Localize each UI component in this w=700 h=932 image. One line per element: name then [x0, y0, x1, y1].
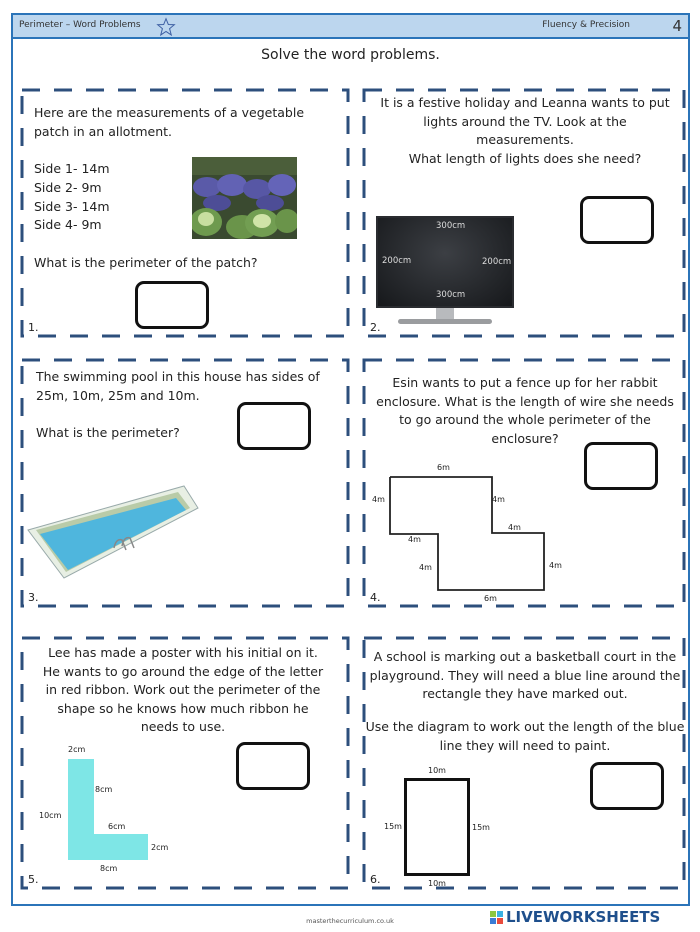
problem-4-line-3: to go around the whole perimeter of the: [399, 412, 651, 427]
court-label-top: 10m: [428, 766, 446, 775]
enclosure-label-bottom: 6m: [484, 594, 497, 603]
answer-box-3[interactable]: [237, 402, 311, 450]
l-label-top: 2cm: [68, 745, 86, 754]
problem-5-line-1: Lee has made a poster with his initial on it.: [48, 645, 318, 660]
problem-2-line-4: What length of lights does she need?: [408, 150, 642, 166]
liveworksheets-icon: [490, 911, 503, 924]
header-title: Perimeter – Word Problems: [19, 20, 141, 30]
court-label-right: 15m: [472, 823, 490, 832]
enclosure-label-top: 6m: [437, 463, 450, 472]
problem-4-line-2: enclosure. What is the length of wire she needs: [376, 393, 674, 409]
problem-4-line-4: enclosure?: [491, 430, 559, 446]
problem-2-number: 2.: [370, 321, 381, 334]
l-label-left: 10cm: [39, 811, 62, 820]
problem-4-number: 4.: [370, 591, 381, 604]
worksheet-header: [13, 15, 688, 39]
answer-box-2[interactable]: [580, 196, 654, 244]
enclosure-label-step-left: 4m: [408, 535, 421, 544]
l-label-inner-horizontal: 6cm: [108, 822, 126, 831]
tv-label-right: 200cm: [482, 257, 512, 267]
tv-label-top: 300cm: [436, 221, 466, 231]
problem-6-line-3: rectangle they have marked out.: [422, 686, 628, 701]
liveworksheets-logo: [490, 908, 660, 926]
enclosure-label-right: 4m: [549, 561, 562, 570]
problem-6-line-2: playground. They will need a blue line around the: [369, 667, 681, 683]
vegetable-patch-image: [192, 157, 297, 239]
letter-l-shape: [20, 636, 350, 890]
problem-1-side-3: Side 3- 14m: [34, 199, 110, 214]
footer-url: masterthecurriculum.co.uk: [306, 917, 394, 925]
swimming-pool-image: [26, 478, 206, 588]
problem-6-line-1: A school is marking out a basketball court in the: [373, 649, 677, 664]
problem-6-line-4: Use the diagram to work out the length of the blue: [365, 719, 685, 734]
problem-3-number: 3.: [28, 591, 39, 604]
problem-3-question: What is the perimeter?: [36, 425, 180, 440]
l-label-inner-vertical: 8cm: [95, 785, 113, 794]
problem-4-line-1: Esin wants to put a fence up for her rabbit: [392, 375, 658, 390]
court-label-left: 15m: [384, 822, 402, 831]
star-outline-icon: [156, 17, 176, 37]
problem-card-4: [362, 358, 692, 608]
problem-1-number: 1.: [28, 321, 39, 334]
problem-5-line-5: needs to use.: [140, 719, 226, 734]
problem-2-line-3: measurements.: [476, 132, 574, 147]
problem-card-1: [20, 88, 350, 338]
instruction: Solve the word problems.: [261, 47, 440, 63]
problem-5-number: 5.: [28, 873, 39, 886]
problem-2-text: [362, 94, 688, 168]
answer-box-6[interactable]: [590, 762, 664, 810]
enclosure-label-left: 4m: [372, 495, 385, 504]
problem-5-line-2: He wants to go around the edge of the letter: [42, 663, 324, 679]
tv-stand-base: [398, 319, 492, 324]
enclosure-label-inner-right: 4m: [492, 495, 505, 504]
problem-5-line-4: shape so he knows how much ribbon he: [57, 700, 309, 716]
problem-2-line-2: lights around the TV. Look at the: [423, 113, 627, 129]
problem-6-text: [362, 648, 688, 704]
liveworksheets-brand: LIVEWORKSHEETS: [506, 908, 661, 926]
enclosure-label-lower-left: 4m: [419, 563, 432, 572]
tv-label-left: 200cm: [382, 256, 412, 266]
problem-3-line-2: 25m, 10m, 25m and 10m.: [36, 387, 200, 403]
problem-card-6: [362, 636, 692, 890]
problem-1-side-2: Side 2- 9m: [34, 180, 102, 195]
answer-box-1[interactable]: [135, 281, 209, 329]
problem-card-2: [362, 88, 692, 338]
tv-monitor-image: [376, 216, 514, 328]
problem-1-side-1: Side 1- 14m: [34, 161, 110, 176]
tv-label-bottom: 300cm: [436, 290, 466, 300]
problem-5-line-3: in red ribbon. Work out the perimeter of the: [45, 682, 321, 697]
enclosure-label-step-top: 4m: [508, 523, 521, 532]
problem-6-text-2: [362, 718, 688, 755]
enclosure-diagram: [362, 358, 692, 608]
problem-6-number: 6.: [370, 873, 381, 886]
court-rectangle: [404, 778, 470, 876]
problem-2-line-1: It is a festive holiday and Leanna wants to put: [380, 95, 670, 110]
problem-1-side-4: Side 4- 9m: [34, 217, 102, 232]
page-number: 4: [672, 17, 682, 35]
problem-3-line-1: The swimming pool in this house has sides of: [36, 369, 320, 384]
problem-3-intro: [36, 368, 336, 405]
l-label-bottom: 8cm: [100, 864, 118, 873]
problem-card-5: [20, 636, 350, 890]
header-category: Fluency & Precision: [542, 20, 630, 30]
court-label-bottom: 10m: [428, 879, 446, 888]
problem-1-intro: Here are the measurements of a vegetable patch in an allotment.: [34, 105, 305, 139]
l-label-right: 2cm: [151, 843, 169, 852]
problem-card-3: [20, 358, 350, 608]
problem-6-line-5: line they will need to paint.: [439, 737, 611, 753]
problem-1-question: What is the perimeter of the patch?: [34, 255, 258, 270]
